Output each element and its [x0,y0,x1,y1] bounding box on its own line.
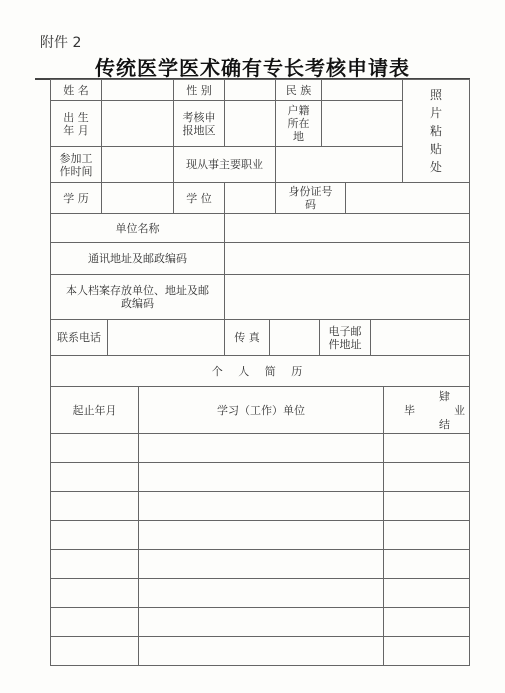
resume-graduation-cell[interactable] [383,607,470,637]
col-grad-char-4: 结 [439,418,450,431]
name-field[interactable] [101,79,174,101]
birth-field[interactable] [101,100,174,147]
resume-unit-cell[interactable] [138,491,384,521]
work-start-field[interactable] [101,146,174,183]
address-label: 通讯地址及邮政编码 [50,242,225,275]
occupation-label: 现从事主要职业 [173,146,276,183]
household-field[interactable] [321,100,403,147]
email-label: 电子邮 件地址 [319,319,371,356]
education-field[interactable] [101,182,174,214]
gender-label: 性 别 [173,79,225,101]
resume-graduation-cell[interactable] [383,491,470,521]
ethnicity-field[interactable] [321,79,403,101]
employer-label: 单位名称 [50,213,225,243]
archive-field[interactable] [224,274,470,320]
photo-label: 照 片 粘 贴 处 [430,88,443,174]
col-grad-char-1: 肄 [439,390,450,403]
resume-unit-cell[interactable] [138,462,384,492]
degree-label: 学 位 [173,182,225,214]
col-grad-char-2: 毕 [404,404,415,417]
degree-field[interactable] [224,182,276,214]
resume-unit-cell[interactable] [138,607,384,637]
photo-area[interactable] [402,79,470,183]
col-graduation-header [383,386,470,434]
col-period-header: 起止年月 [50,386,139,434]
resume-unit-cell[interactable] [138,520,384,550]
name-label: 姓 名 [50,79,102,101]
phone-field[interactable] [107,319,225,356]
resume-period-cell[interactable] [50,636,139,666]
resume-period-cell[interactable] [50,607,139,637]
gender-field[interactable] [224,79,276,101]
fax-field[interactable] [269,319,320,356]
address-field[interactable] [224,242,470,275]
resume-unit-cell[interactable] [138,636,384,666]
id-number-field[interactable] [345,182,470,214]
exam-region-field[interactable] [224,100,276,147]
resume-graduation-cell[interactable] [383,578,470,608]
resume-graduation-cell[interactable] [383,462,470,492]
resume-period-cell[interactable] [50,578,139,608]
attachment-label: 附件 2 [40,35,82,51]
resume-title: 个 人 简 历 [50,355,470,387]
birth-label: 出 生 年 月 [50,100,102,147]
resume-period-cell[interactable] [50,433,139,463]
resume-unit-cell[interactable] [138,578,384,608]
exam-region-label: 考核申 报地区 [173,100,225,147]
id-number-label: 身份证号 码 [275,182,346,214]
occupation-field[interactable] [275,146,403,183]
form-title: 传统医学医术确有专长考核申请表 [95,56,410,80]
employer-field[interactable] [224,213,470,243]
fax-label: 传 真 [224,319,270,356]
resume-period-cell[interactable] [50,549,139,579]
resume-period-cell[interactable] [50,491,139,521]
work-start-label: 参加工 作时间 [50,146,102,183]
resume-graduation-cell[interactable] [383,636,470,666]
col-grad-char-3: 业 [454,404,465,417]
email-field[interactable] [370,319,470,356]
household-label: 户籍 所在 地 [275,100,322,147]
resume-unit-cell[interactable] [138,433,384,463]
resume-period-cell[interactable] [50,520,139,550]
resume-graduation-cell[interactable] [383,433,470,463]
resume-graduation-cell[interactable] [383,520,470,550]
phone-label: 联系电话 [50,319,108,356]
resume-period-cell[interactable] [50,462,139,492]
archive-label: 本人档案存放单位、地址及邮 政编码 [50,274,225,320]
resume-graduation-cell[interactable] [383,549,470,579]
education-label: 学 历 [50,182,102,214]
resume-unit-cell[interactable] [138,549,384,579]
col-unit-header: 学习（工作）单位 [138,386,384,434]
ethnicity-label: 民 族 [275,79,322,101]
